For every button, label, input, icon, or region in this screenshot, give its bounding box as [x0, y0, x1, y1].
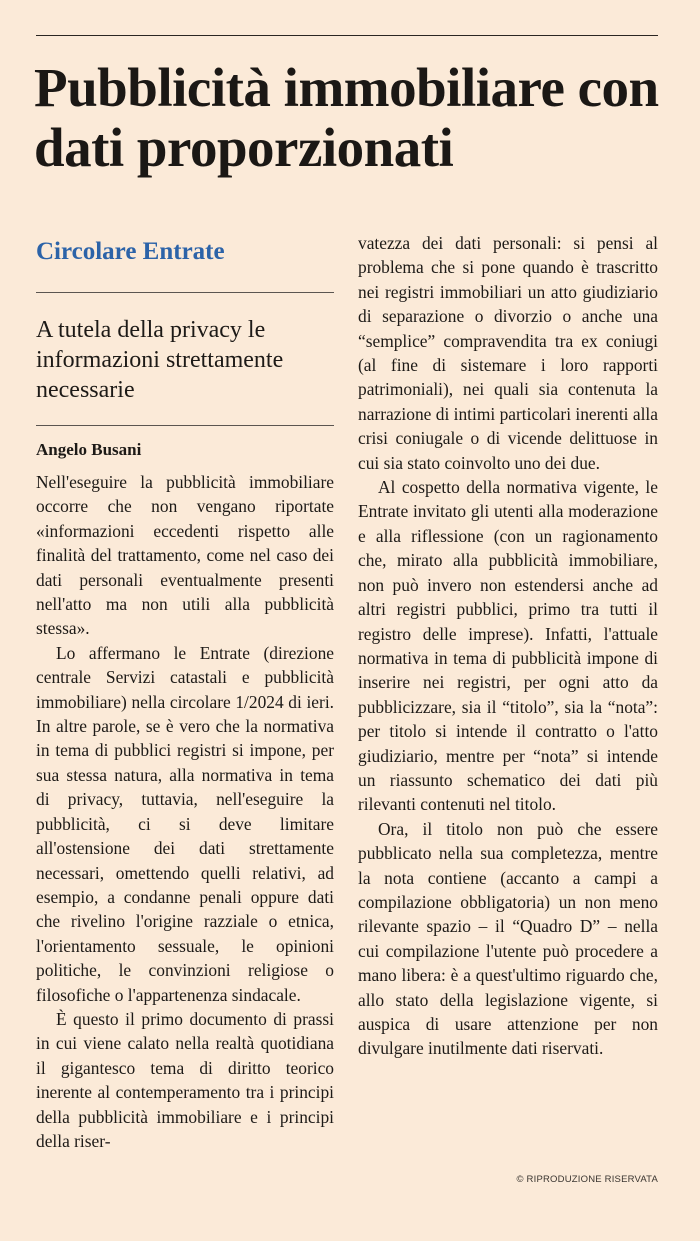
body-paragraph: Nell'eseguire la pubblicità immobiliare occorre che non vengano riportate «informazioni eccedenti rispetto alle finalità del trattamento, come nel caso dei dati personali eventualmente presenti nell'atto ma non utili alla pubblicità stessa».	[36, 472, 334, 639]
body-paragraph: È questo il primo documento di prassi in cui viene calato nella realtà quotidiana il gigantesco tema di diritto teorico inerente al contemperamento tra i principi della pubblicità immobiliare e i principi della riser-	[36, 1008, 334, 1151]
body-paragraph: Ora, il titolo non può che essere pubblicato nella sua completezza, mentre la nota contiene (accanto a campi a compilazione obbligatoria) un non meno rilevante spazio – il “Quadro D” – nella cui compilazione l'utente può procedere a mano libera: è a quest'ultimo riguardo che, allo stato della legislazione vigente, si auspica di usare attenzione per non divulgare inutilmente dati riservati.	[358, 818, 658, 1059]
body-paragraph: Al cospetto della normativa vigente, le Entrate invitato gli utenti alla moderazione e alla riflessione (con un ragionamento che, mirato alla pubblicità immobiliare, non può invero non estendersi anche ad altri registri pubblici, primo tra tutti il registro delle imprese). Infatti, l'attuale normativa in tema di pubblicità impone di inserire nei registri, per ogni atto da pubblicizzare, sia il “titolo”, sia la “nota”: per titolo si intende il contratto o l'atto giudiziario, mentre per “nota” si intende un riassunto schematico dei dati più rilevanti contenuti nel titolo.	[358, 477, 658, 815]
summary-divider	[36, 425, 334, 426]
summary: A tutela della privacy le informazioni strettamente necessarie	[36, 317, 284, 403]
top-rule	[36, 35, 658, 36]
left-column	[36, 230, 334, 1153]
kicker: Circolare Entrate	[36, 238, 225, 265]
kicker-divider	[36, 292, 334, 293]
body-paragraph: Lo affermano le Entrate (direzione centrale Servizi catastali e pubblicità immobiliare) nella circolare 1/2024 di ieri. In altre parole, se è vero che la normativa in tema di pubblici registri si impone, per sua stessa natura, alla normativa in tema di privacy, tuttavia, nell'eseguire la pubblicità, ci si deve limitare all'ostensione dei dati strettamente necessari, omettendo quelli relativi, ad esempio, a condanne penali oppure dati che rivelino l'origine razziale o etnica, l'orientamento sessuale, le opinioni politiche, le convinzioni religiose o filosofiche o l'appartenenza sindacale.	[36, 642, 334, 1005]
author-byline: Angelo Busani	[36, 440, 142, 459]
headline: Pubblicità immobiliare con dati proporzionati	[34, 57, 659, 178]
right-column	[358, 231, 658, 1061]
body-paragraph: vatezza dei dati personali: si pensi al problema che si pone quando è trascritto nei registri immobiliari un atto giudiziario di separazione o divorzio o anche una “semplice” compravendita tra ex coniugi (al fine di sistemare i loro rapporti patrimoniali), nei quali sia contenuta la narrazione di intimi particolari inerenti alla crisi coniugale o di vicende delittuose in cui sia stato coinvolto uno dei due.	[358, 233, 658, 473]
copyright-notice: © RIPRODUZIONE RISERVATA	[516, 1174, 658, 1185]
